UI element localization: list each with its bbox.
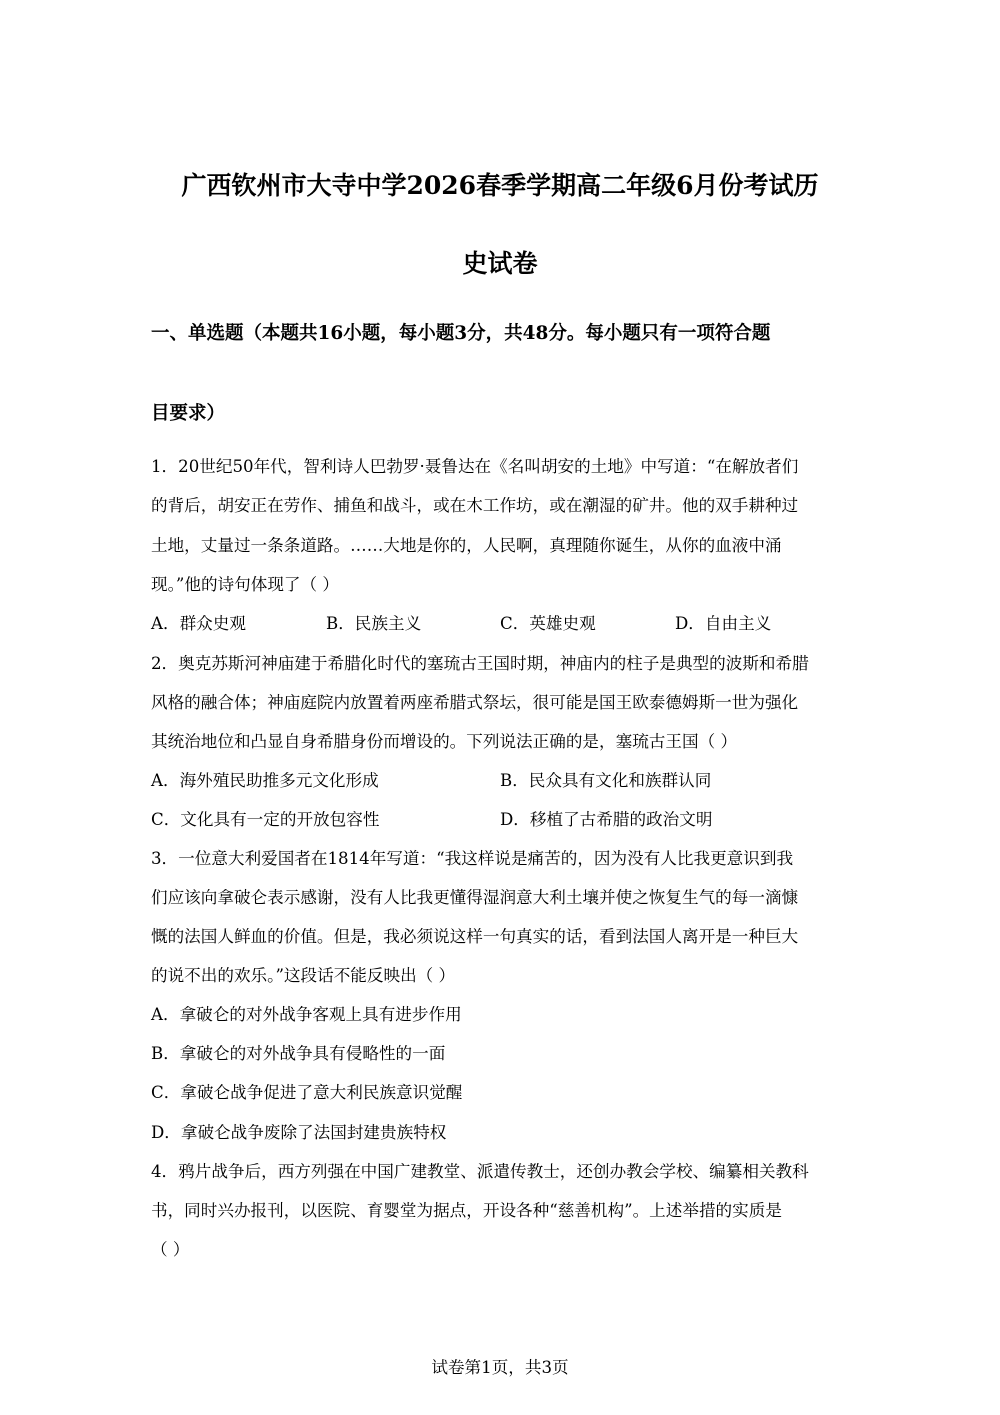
question-2-option-b: B．民众具有文化和族群认同 (500, 771, 712, 790)
question-4-line-3: （ ） (151, 1240, 190, 1259)
question-2-line-3: 其统治地位和凸显自身希腊身份而增设的。下列说法正确的是，塞琉古王国（ ） (151, 732, 738, 751)
question-4-line-1: 4．鸦片战争后，西方列强在中国广建教堂、派遣传教士，还创办教会学校、编纂相关教科 (151, 1162, 809, 1181)
question-1-option-a: A．群众史观 (151, 614, 246, 633)
question-3-line-3: 慨的法国人鲜血的价值。但是，我必须说这样一句真实的话，看到法国人离开是一种巨大 (151, 927, 799, 946)
question-2-line-2: 风格的融合体；神庙庭院内放置着两座希腊式祭坛，很可能是国王欧泰德姆斯一世为强化 (151, 693, 799, 712)
question-3-line-1: 3．一位意大利爱国者在1814年写道：“我这样说是痛苦的，因为没有人比我更意识到我 (151, 849, 794, 868)
question-3-option-a: A．拿破仑的对外战争客观上具有进步作用 (151, 1005, 462, 1024)
question-3-line-2: 们应该向拿破仑表示感谢，没有人比我更懂得湿润意大利土壤并使之恢复生气的每一滴慷 (151, 888, 799, 907)
question-1-line-1: 1．20世纪50年代，智利诗人巴勃罗·聂鲁达在《名叫胡安的土地》中写道：“在解放者们 (151, 457, 799, 476)
question-1-line-3: 土地，丈量过一条条道路。……大地是你的，人民啊，真理随你诞生，从你的血液中涌 (151, 536, 782, 555)
question-4-line-2: 书，同时兴办报刊，以医院、育婴堂为据点，开设各种“慈善机构”。上述举措的实质是 (151, 1201, 782, 1220)
question-3-option-d: D．拿破仑战争废除了法国封建贵族特权 (151, 1123, 447, 1142)
question-1-line-4: 现。”他的诗句体现了（ ） (151, 575, 339, 594)
question-3-option-b: B．拿破仑的对外战争具有侵略性的一面 (151, 1044, 446, 1063)
question-1-option-b: B．民族主义 (326, 614, 422, 633)
question-2-line-1: 2．奥克苏斯河神庙建于希腊化时代的塞琉古王国时期，神庙内的柱子是典型的波斯和希腊 (151, 654, 809, 673)
question-2-option-a: A．海外殖民助推多元文化形成 (151, 771, 379, 790)
exam-title-line-1: 广西钦州市大寺中学2026春季学期高二年级6月份考试历 (181, 171, 819, 200)
question-2-option-c: C．文化具有一定的开放包容性 (151, 810, 380, 829)
page-footer: 试卷第1页，共3页 (431, 1358, 569, 1377)
question-1-option-d: D．自由主义 (675, 614, 772, 633)
question-3-option-c: C．拿破仑战争促进了意大利民族意识觉醒 (151, 1083, 463, 1102)
section-heading-line-2: 目要求） (151, 403, 226, 424)
question-2-option-d: D．移植了古希腊的政治文明 (500, 810, 713, 829)
question-3-line-4: 的说不出的欢乐。”这段话不能反映出（ ） (151, 966, 456, 985)
section-heading-line-1: 一、单选题（本题共16小题，每小题3分，共48分。每小题只有一项符合题 (151, 323, 771, 344)
question-1-line-2: 的背后，胡安正在劳作、捕鱼和战斗，或在木工作坊，或在潮湿的矿井。他的双手耕种过 (151, 496, 799, 515)
exam-title-line-2: 史试卷 (462, 249, 538, 278)
question-1-option-c: C．英雄史观 (500, 614, 596, 633)
